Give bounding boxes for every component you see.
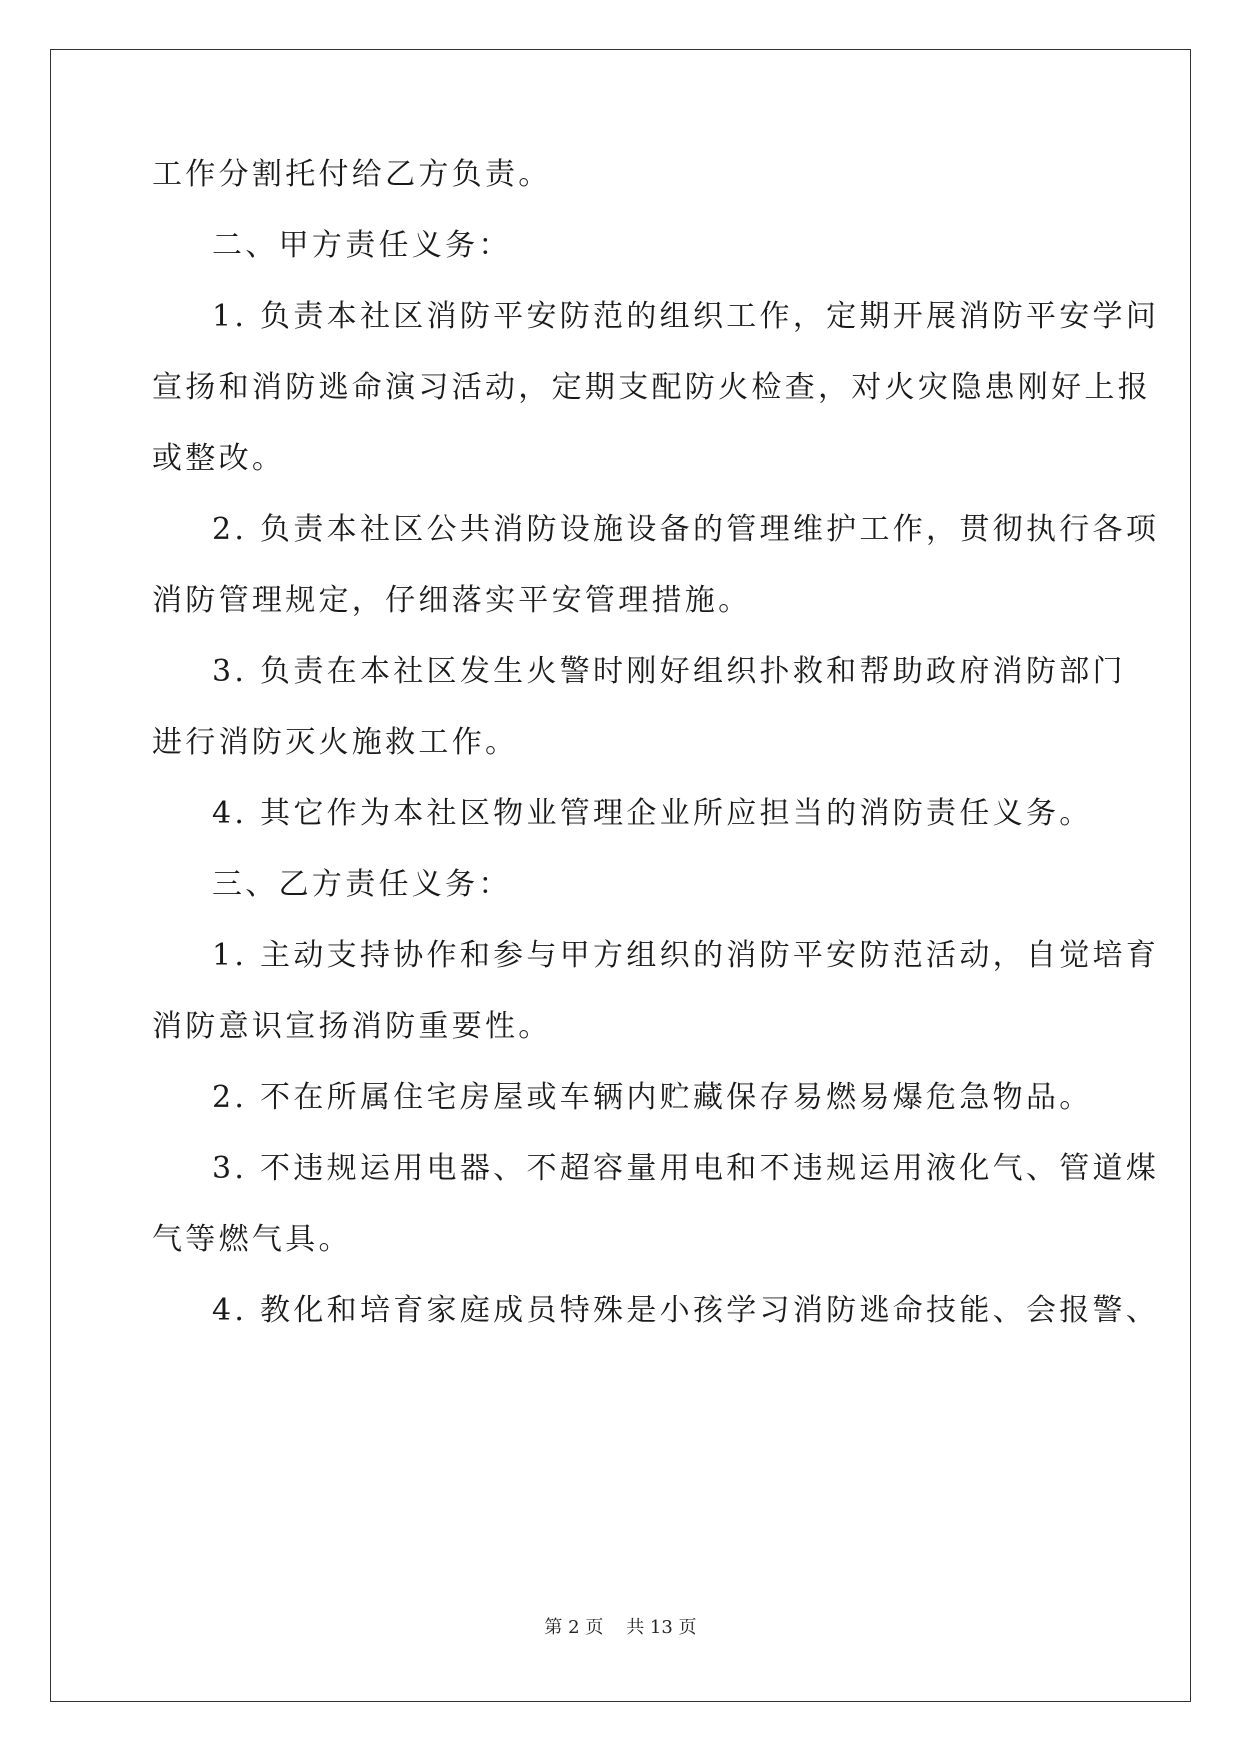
text-line: 或整改。 bbox=[152, 441, 286, 476]
text-line: 4. 其它作为本社区物业管理企业所应担当的消防责任义务。 bbox=[212, 796, 1093, 831]
text-line: 气等燃气具。 bbox=[152, 1222, 352, 1257]
text-line: 1. 主动支持协作和参与甲方组织的消防平安防范活动，自觉培育 bbox=[212, 938, 1160, 973]
text-line: 3. 不违规运用电器、不超容量用电和不违规运用液化气、管道煤 bbox=[212, 1151, 1160, 1186]
text-line: 2. 不在所属住宅房屋或车辆内贮藏保存易燃易爆危急物品。 bbox=[212, 1080, 1093, 1115]
section-heading-party-a: 二、甲方责任义务： bbox=[212, 228, 512, 263]
text-line: 4. 教化和培育家庭成员特殊是小孩学习消防逃命技能、会报警、 bbox=[212, 1293, 1160, 1328]
text-line: 3. 负责在本社区发生火警时刚好组织扑救和帮助政府消防部门 bbox=[212, 654, 1126, 689]
text-line: 消防管理规定，仔细落实平安管理措施。 bbox=[152, 583, 752, 618]
section-heading-party-b: 三、乙方责任义务： bbox=[212, 867, 512, 902]
page-number: 第 2 页 共 13 页 bbox=[544, 1617, 697, 1638]
text-line: 消防意识宣扬消防重要性。 bbox=[152, 1009, 552, 1044]
text-line: 工作分割托付给乙方负责。 bbox=[152, 157, 552, 192]
text-line: 进行消防灭火施救工作。 bbox=[152, 725, 519, 760]
text-line: 1. 负责本社区消防平安防范的组织工作，定期开展消防平安学问 bbox=[212, 299, 1160, 334]
text-line: 宣扬和消防逃命演习活动，定期支配防火检查，对火灾隐患刚好上报 bbox=[152, 370, 1151, 405]
text-line: 2. 负责本社区公共消防设施设备的管理维护工作，贯彻执行各项 bbox=[212, 512, 1160, 547]
